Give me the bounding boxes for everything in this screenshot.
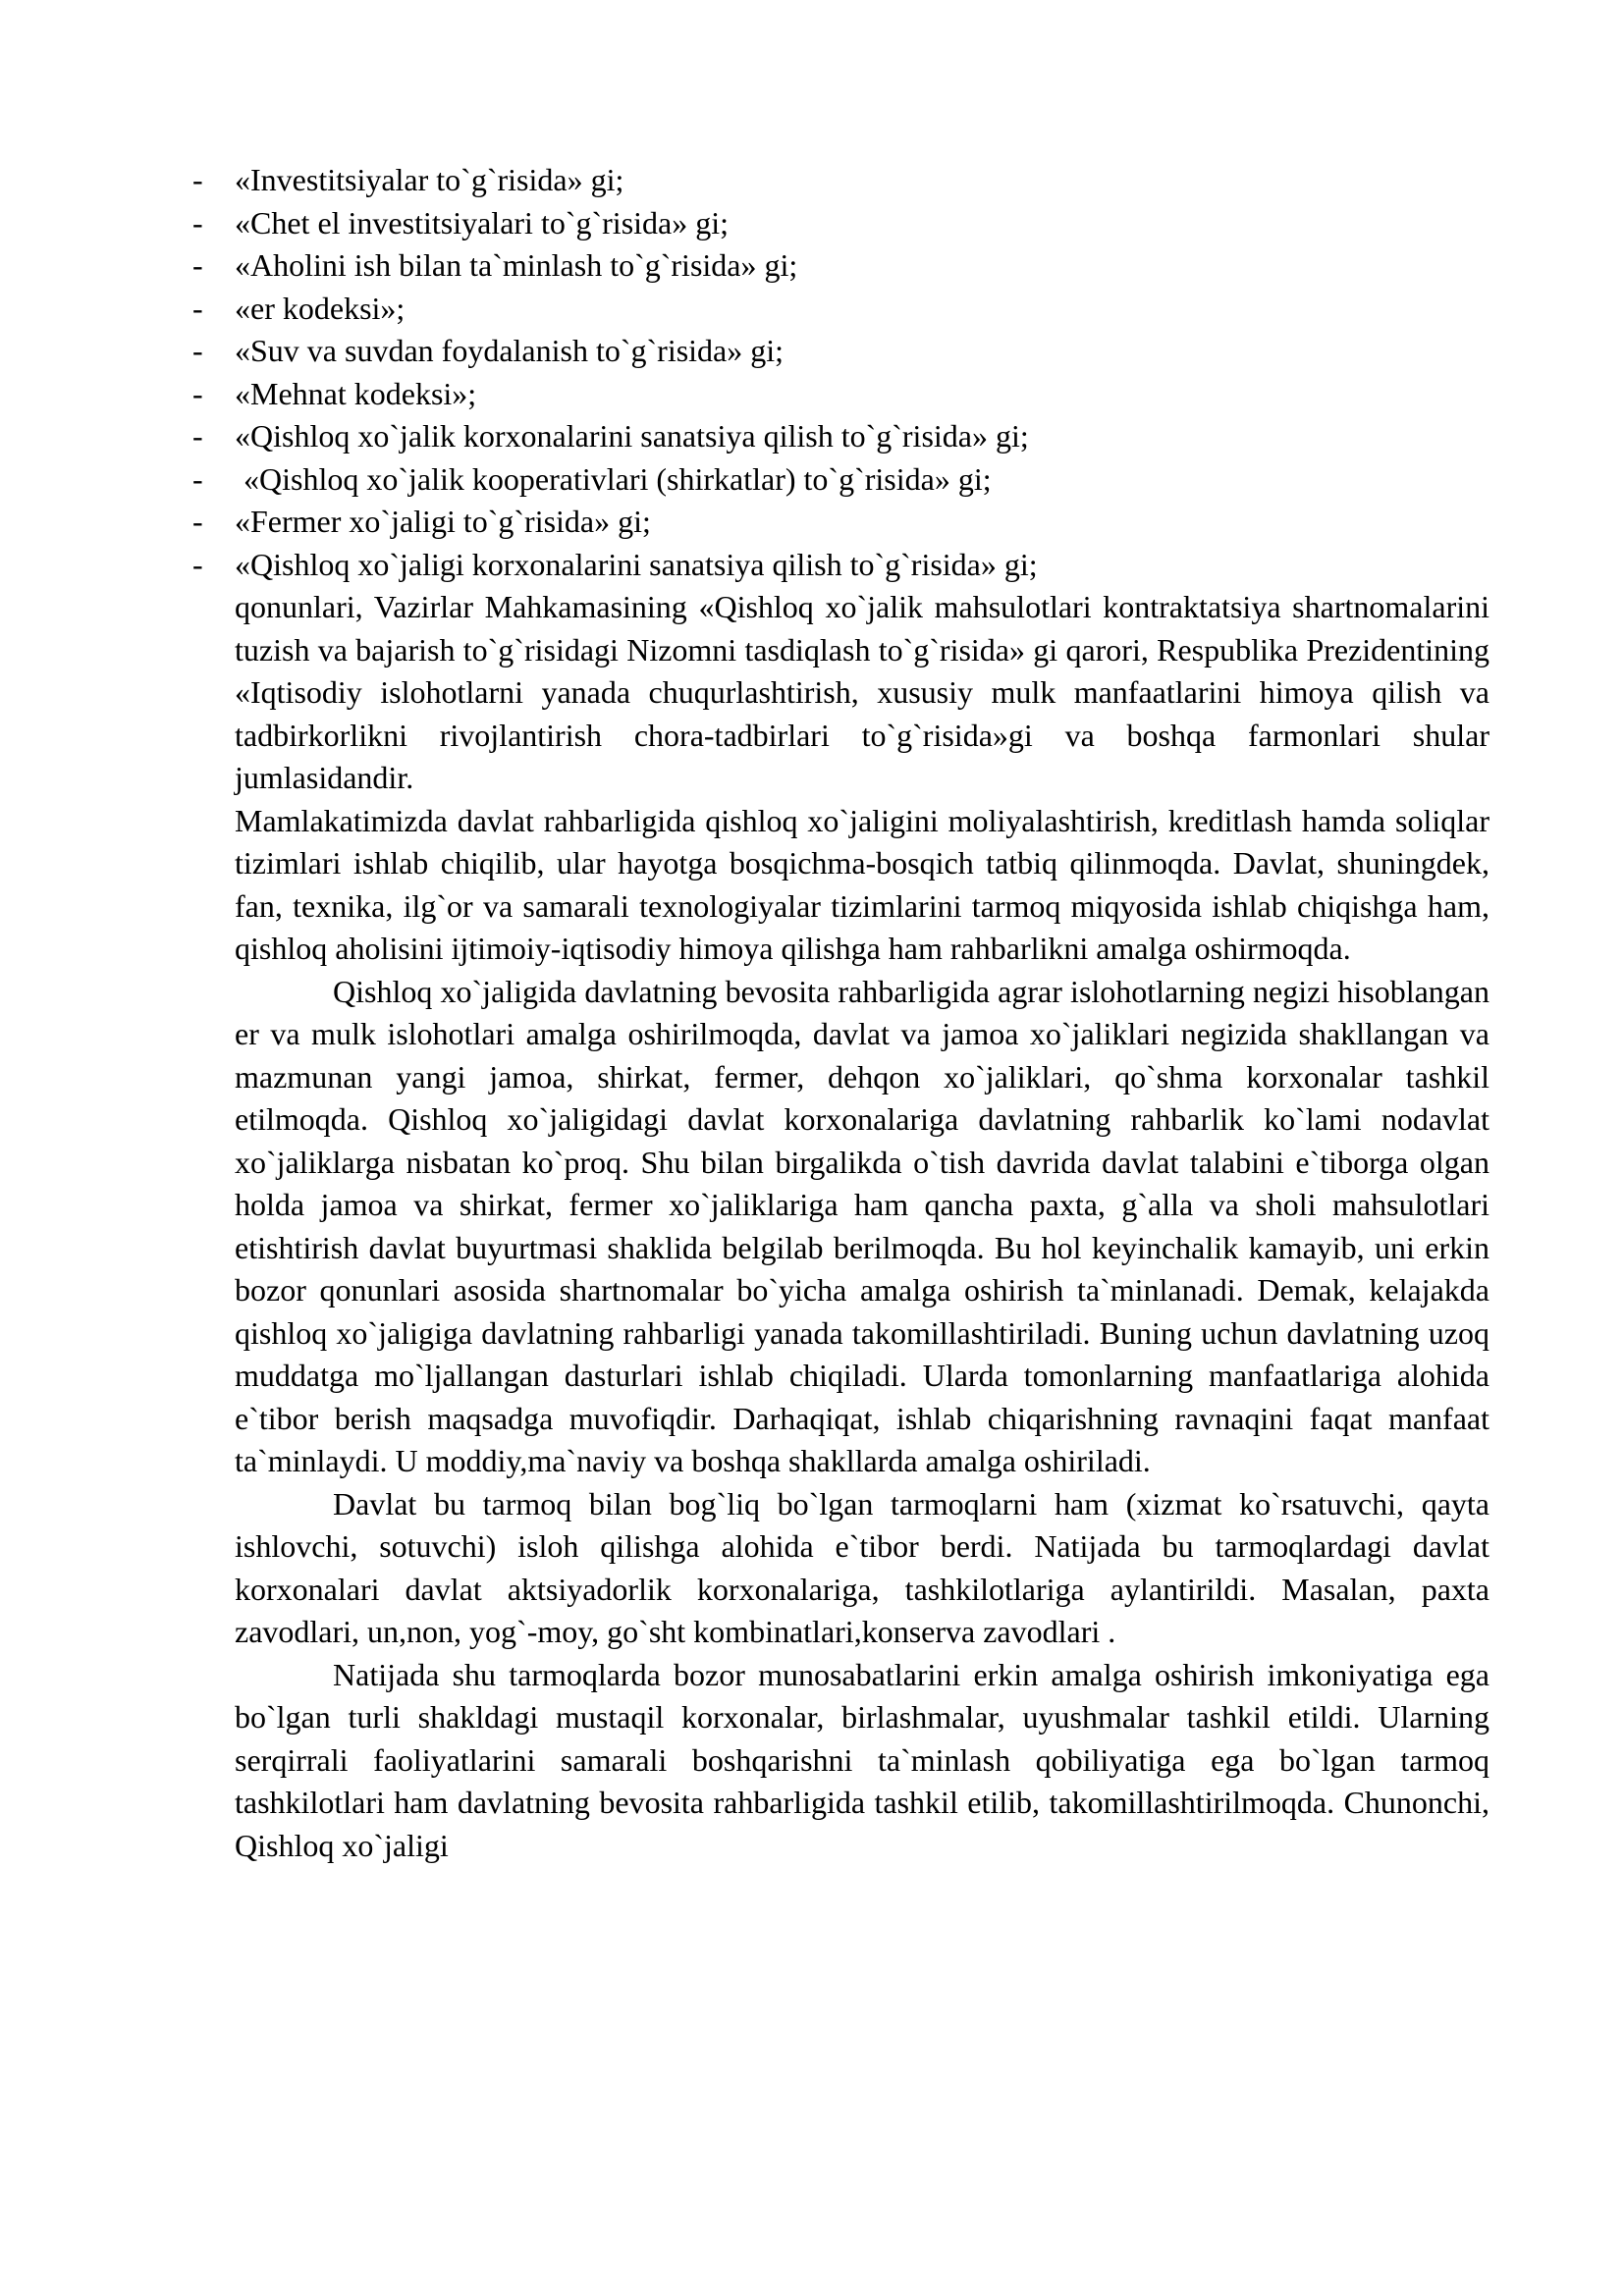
list-item-text: «er kodeksi»; <box>235 290 406 326</box>
list-item-text: «Investitsiyalar to`g`risida» gi; <box>235 162 624 197</box>
list-dash: - <box>192 418 203 454</box>
list-item <box>192 244 1449 288</box>
list-dash: - <box>192 546 203 582</box>
list-item <box>192 202 1449 245</box>
list-item-text: «Qishloq xo`jalik korxonalarini sanatsiya qilish to`g`risida» gi; <box>235 418 1029 454</box>
list-dash: - <box>192 333 203 368</box>
list-item <box>192 373 1449 416</box>
list-dash: - <box>192 504 203 539</box>
list-item-text: «Mehnat kodeksi»; <box>235 375 477 411</box>
list-item-text: «Chet el investitsiyalari to`g`risida» gi; <box>235 204 730 240</box>
list-item <box>192 330 1449 373</box>
list-item-text: «Fermer xo`jaligi to`g`risida» gi; <box>235 504 651 539</box>
list-item-text: «Aholini ish bilan ta`minlash to`g`risida» gi; <box>235 247 798 283</box>
list-dash: - <box>192 162 203 197</box>
paragraph-laws-continuation: qonunlari, Vazirlar Mahkamasining «Qishloq xo`jalik mahsulotlari kontraktatsiya shartnomalarini tuzish va bajarish to`g`risidagi Nizomni tasdiqlash to`g`risida» gi qarori, Respublika Prezidentining «Iqtisodiy islohotlarni yanada chuqurlashtirish, xususiy mulk manfaatlarini himoya qilish va tadbirkorlikni rivojlantirish chora-tadbirlari to`g`risida»gi va boshqa farmonlari shular jumlasidandir. <box>235 589 1489 795</box>
list-item <box>192 458 1449 502</box>
paragraph-financing: Mamlakatimizda davlat rahbarligida qishloq xo`jaligini moliyalashtirish, kreditlash hamda soliqlar tizimlari ishlab chiqilib, ular hayotga bosqichma-bosqich tatbiq qilinmoqda. Davlat, shuningdek, fan, texnika, ilg`or va samarali texnologiyalar tizimlarini tarmoq miqyosida ishlab chiqishga ham, qishloq aholisini ijtimoiy-iqtisodiy himoya qilishga ham rahbarlikni amalga oshirmoqda. <box>235 802 1489 966</box>
list-dash: - <box>192 375 203 411</box>
body-text <box>235 586 1489 1867</box>
list-item <box>192 501 1449 544</box>
paragraph-related-sectors: Davlat bu tarmoq bilan bog`liq bo`lgan tarmoqlarni ham (xizmat ko`rsatuvchi, qayta ishlovchi, sotuvchi) isloh qilishga alohida e`tibor berdi. Natijada bu tarmoqlardagi davlat korxonalari davlat aktsiyadorlik korxonalariga, tashkilotlariga aylantirildi. Masalan, paxta zavodlari, un,non, yog`-moy, go`sht kombinatlari,konserva zavodlari . <box>235 1485 1489 1649</box>
list-dash: - <box>192 290 203 326</box>
list-dash: - <box>192 204 203 240</box>
paragraph-reforms: Qishloq xo`jaligida davlatning bevosita rahbarligida agrar islohotlarning negizi hisoblangan er va mulk islohotlari amalga oshirilmoqda, davlat va jamoa xo`jaliklari negizida shakllangan va mazmunan yangi jamoa, shirkat, fermer, dehqon xo`jaliklari, qo`shma korxonalar tashkil etilmoqda. Qishloq xo`jaligidagi davlat korxonalariga davlatning rahbarlik ko`lami nodavlat xo`jaliklarga nisbatan ko`proq. Shu bilan birgalikda o`tish davrida davlat talabini e`tiborga olgan holda jamoa va shirkat, fermer xo`jaliklariga ham qancha paxta, g`alla va sholi mahsulotlari etishtirish davlat buyurtmasi shaklida belgilab berilmoqda. Bu hol keyinchalik kamayib, uni erkin bozor qonunlari asosida shartnomalar bo`yicha amalga oshirish ta`minlanadi. Demak, kelajakda qishloq xo`jaligiga davlatning rahbarligi yanada takomillashtiriladi. Buning uchun davlatning uzoq muddatga mo`ljallangan dasturlari ishlab chiqiladi. Ularda tomonlarning manfaatlariga alohida e`tibor berish maqsadga muvofiqdir. Darhaqiqat, ishlab chiqarishning ravnaqini faqat manfaat ta`minlaydi. U moddiy,ma`naviy va boshqa shakllarda amalga oshiriladi. <box>235 973 1489 1478</box>
list-item <box>192 288 1449 331</box>
law-list <box>192 159 1449 586</box>
list-item <box>192 544 1449 587</box>
list-item <box>192 415 1449 458</box>
list-item-text: «Qishloq xo`jaligi korxonalarini sanatsiya qilish to`g`risida» gi; <box>235 546 1038 582</box>
list-item-text: «Qishloq xo`jalik kooperativlari (shirkatlar) to`g`risida» gi; <box>244 460 992 497</box>
paragraph-market-relations: Natijada shu tarmoqlarda bozor munosabatlarini erkin amalga oshirish imkoniyatiga ega bo`lgan turli shakldagi mustaqil korxonalar, birlashmalar, uyushmalar tashkil etildi. Ularning serqirrali faoliyatlarini samarali boshqarishni ta`minlash qobiliyatiga ega bo`lgan tarmoq tashkilotlari ham davlatning bevosita rahbarligida tashkil etilib, takomillashtirilmoqda. Chunonchi, Qishloq xo`jaligi <box>235 1656 1489 1863</box>
list-dash: - <box>192 460 203 497</box>
list-dash: - <box>192 247 203 283</box>
list-item-text: «Suv va suvdan foydalanish to`g`risida» gi; <box>235 333 785 368</box>
list-item <box>192 159 1449 202</box>
